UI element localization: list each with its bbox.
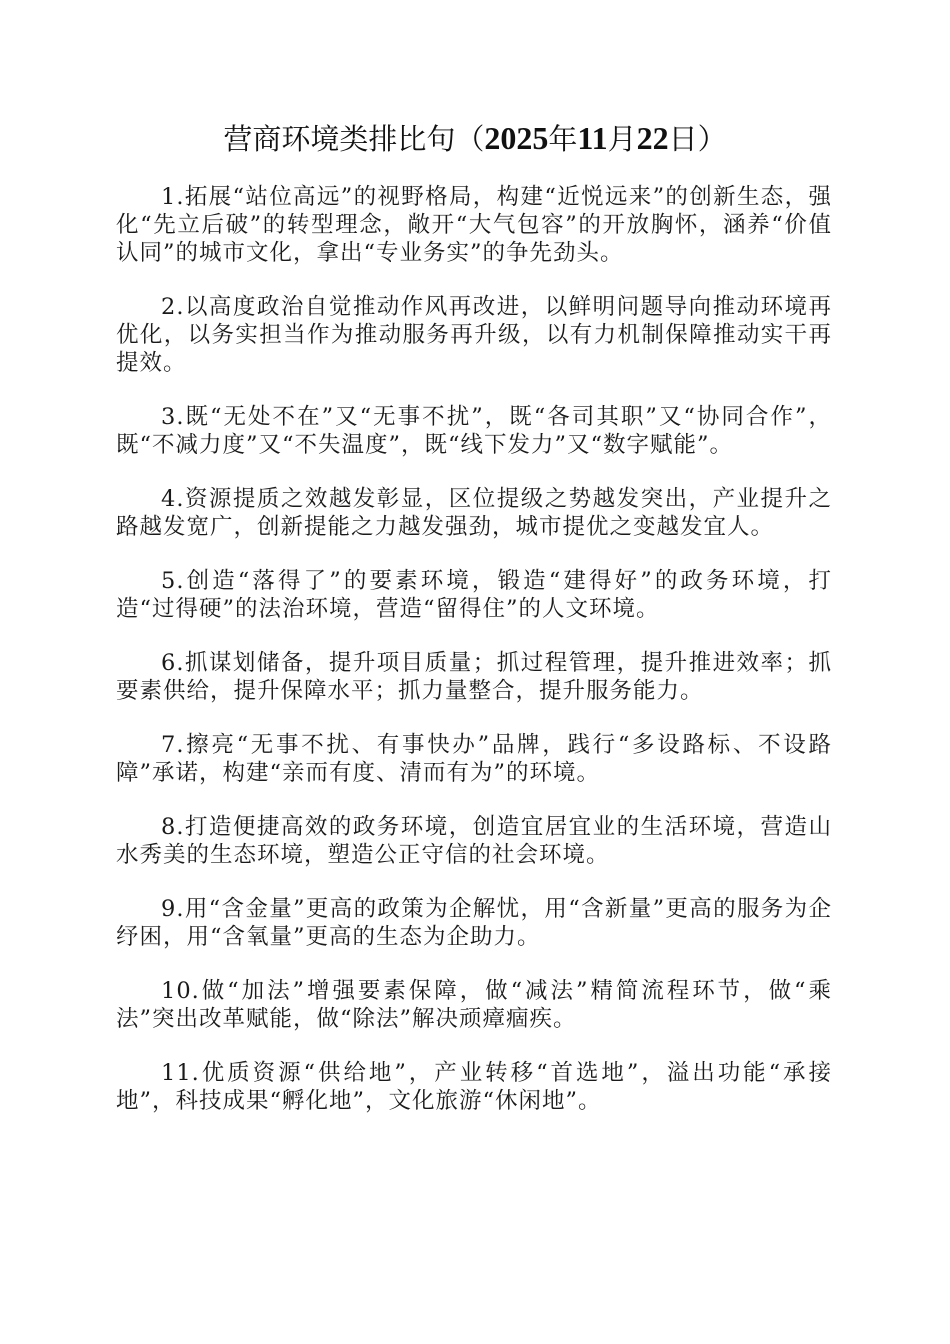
paragraph-2: 2.以高度政治自觉推动作风再改进，以鲜明问题导向推动环境再优化，以务实担当作为推动服务再升级，以有力机制保障推动实干再提效。 bbox=[116, 294, 832, 376]
title-year-unit: 年 bbox=[548, 122, 578, 156]
title-month: 11 bbox=[577, 120, 608, 156]
document-body bbox=[116, 183, 832, 1141]
paragraph-4: 4.资源提质之效越发彰显，区位提级之势越发突出，产业提升之路越发宽广，创新提能之力越发强劲，城市提优之变越发宜人。 bbox=[116, 486, 832, 540]
paragraph-10: 10.做“加法”增强要素保障，做“减法”精简流程环节，做“乘法”突出改革赋能，做“除法”解决顽瘴痼疾。 bbox=[116, 978, 832, 1032]
paragraph-8: 8.打造便捷高效的政务环境，创造宜居宜业的生活环境，营造山水秀美的生态环境，塑造公正守信的社会环境。 bbox=[116, 814, 832, 868]
document-title bbox=[0, 118, 950, 159]
paragraph-3: 3.既“无处不在”又“无事不扰”，既“各司其职”又“协同合作”，既“不减力度”又“不失温度”，既“线下发力”又“数字赋能”。 bbox=[116, 404, 832, 458]
title-prefix: 营商环境类排比句（ bbox=[223, 122, 485, 156]
title-month-unit: 月 bbox=[607, 122, 637, 156]
title-year: 2025 bbox=[484, 120, 549, 156]
paragraph-1: 1.拓展“站位高远”的视野格局，构建“近悦远来”的创新生态，强化“先立后破”的转型理念，敞开“大气包容”的开放胸怀，涵养“价值认同”的城市文化，拿出“专业务实”的争先劲头。 bbox=[116, 184, 832, 266]
paragraph-7: 7.擦亮“无事不扰、有事快办”品牌，践行“多设路标、不设路障”承诺，构建“亲而有度、清而有为”的环境。 bbox=[116, 732, 832, 786]
paragraph-11: 11.优质资源“供给地”，产业转移“首选地”，溢出功能“承接地”，科技成果“孵化地”，文化旅游“休闲地”。 bbox=[116, 1060, 832, 1114]
title-suffix: 日） bbox=[668, 122, 727, 156]
paragraph-6: 6.抓谋划储备，提升项目质量；抓过程管理，提升推进效率；抓要素供给，提升保障水平；抓力量整合，提升服务能力。 bbox=[116, 650, 832, 704]
title-day: 22 bbox=[636, 120, 669, 156]
paragraph-5: 5.创造“落得了”的要素环境，锻造“建得好”的政务环境，打造“过得硬”的法治环境，营造“留得住”的人文环境。 bbox=[116, 568, 832, 622]
paragraph-9: 9.用“含金量”更高的政策为企解忧，用“含新量”更高的服务为企纾困，用“含氧量”更高的生态为企助力。 bbox=[116, 896, 832, 950]
